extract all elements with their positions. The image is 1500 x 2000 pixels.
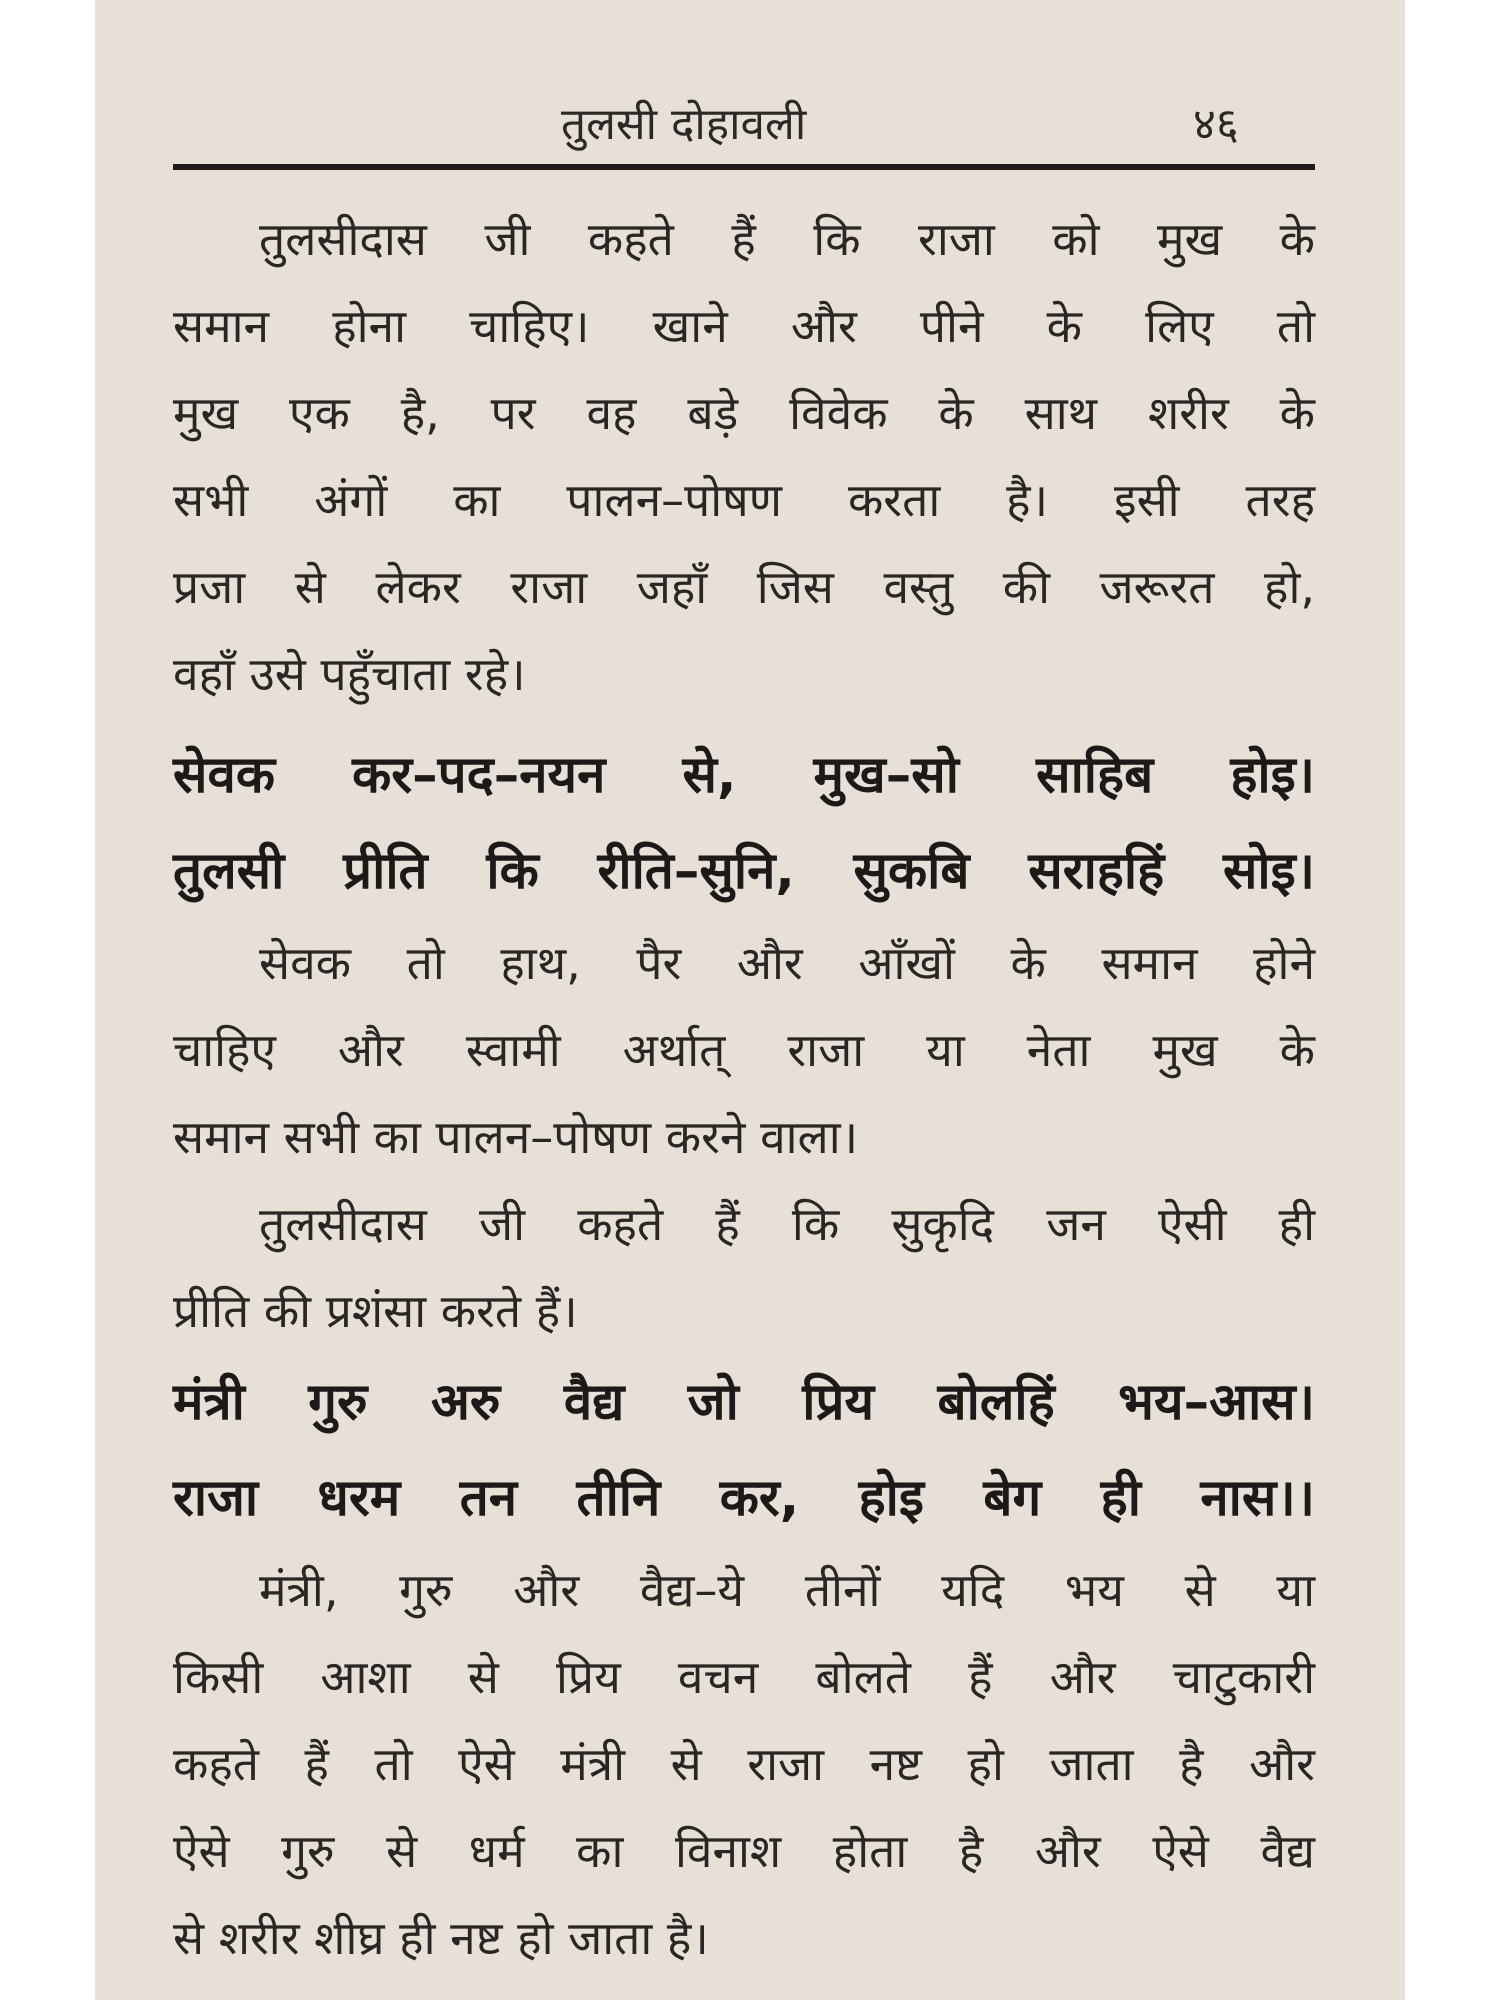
page-number: ४६ bbox=[1193, 99, 1239, 150]
text-line: वहाँ उसे पहुँचाता रहे। bbox=[173, 647, 526, 701]
verse-couplet bbox=[173, 728, 1315, 920]
text-line: मुख एक है, पर वह बड़े विवेक के साथ शरीर के bbox=[173, 386, 1315, 440]
text-line: तुलसीदास जी कहते हैं कि राजा को मुख के bbox=[259, 212, 1315, 266]
prose-paragraph bbox=[173, 920, 1315, 1181]
text-line: से शरीर शीघ्र ही नष्ट हो जाता है। bbox=[173, 1911, 709, 1965]
verse-line: सेवक कर–पद–नयन से, मुख–सो साहिब होइ। bbox=[173, 746, 1315, 805]
text-line: ऐसे गुरु से धर्म का विनाश होता है और ऐसे वैद्य bbox=[173, 1824, 1315, 1878]
text-line: तुलसीदास जी कहते हैं कि सुकृदि जन ऐसी ही bbox=[259, 1197, 1315, 1251]
book-page bbox=[95, 0, 1405, 2000]
verse-line: मंत्री गुरु अरु वैद्य जो प्रिय बोलहिं भय–आस। bbox=[173, 1373, 1315, 1432]
text-line: सेवक तो हाथ, पैर और आँखों के समान होने bbox=[259, 936, 1315, 990]
text-line: किसी आशा से प्रिय वचन बोलते हैं और चाटुकारी bbox=[173, 1650, 1315, 1704]
text-line: समान होना चाहिए। खाने और पीने के लिए तो bbox=[173, 299, 1315, 353]
text-line: मंत्री, गुरु और वैद्य–ये तीनों यदि भय से या bbox=[259, 1563, 1315, 1617]
text-line: कहते हैं तो ऐसे मंत्री से राजा नष्ट हो जाता है और bbox=[173, 1737, 1315, 1791]
verse-line: तुलसी प्रीति कि रीति–सुनि, सुकबि सराहहिं सोइ। bbox=[173, 842, 1315, 901]
text-line: समान सभी का पालन–पोषण करने वाला। bbox=[173, 1110, 859, 1164]
text-line: प्रीति की प्रशंसा करते हैं। bbox=[173, 1284, 578, 1338]
verse-line: राजा धरम तन तीनि कर, होइ बेग ही नास।। bbox=[173, 1469, 1315, 1528]
running-header-title: तुलसी दोहावली bbox=[561, 99, 807, 150]
prose-paragraph bbox=[173, 1547, 1315, 1982]
text-line: सभी अंगों का पालन–पोषण करता है। इसी तरह bbox=[173, 473, 1315, 527]
prose-paragraph bbox=[173, 196, 1315, 718]
page-body bbox=[173, 196, 1315, 1982]
text-line: प्रजा से लेकर राजा जहाँ जिस वस्तु की जरूरत हो, bbox=[173, 560, 1315, 614]
text-line: चाहिए और स्वामी अर्थात् राजा या नेता मुख के bbox=[173, 1023, 1315, 1077]
prose-paragraph bbox=[173, 1181, 1315, 1355]
header-rule bbox=[173, 164, 1315, 170]
verse-couplet bbox=[173, 1355, 1315, 1547]
